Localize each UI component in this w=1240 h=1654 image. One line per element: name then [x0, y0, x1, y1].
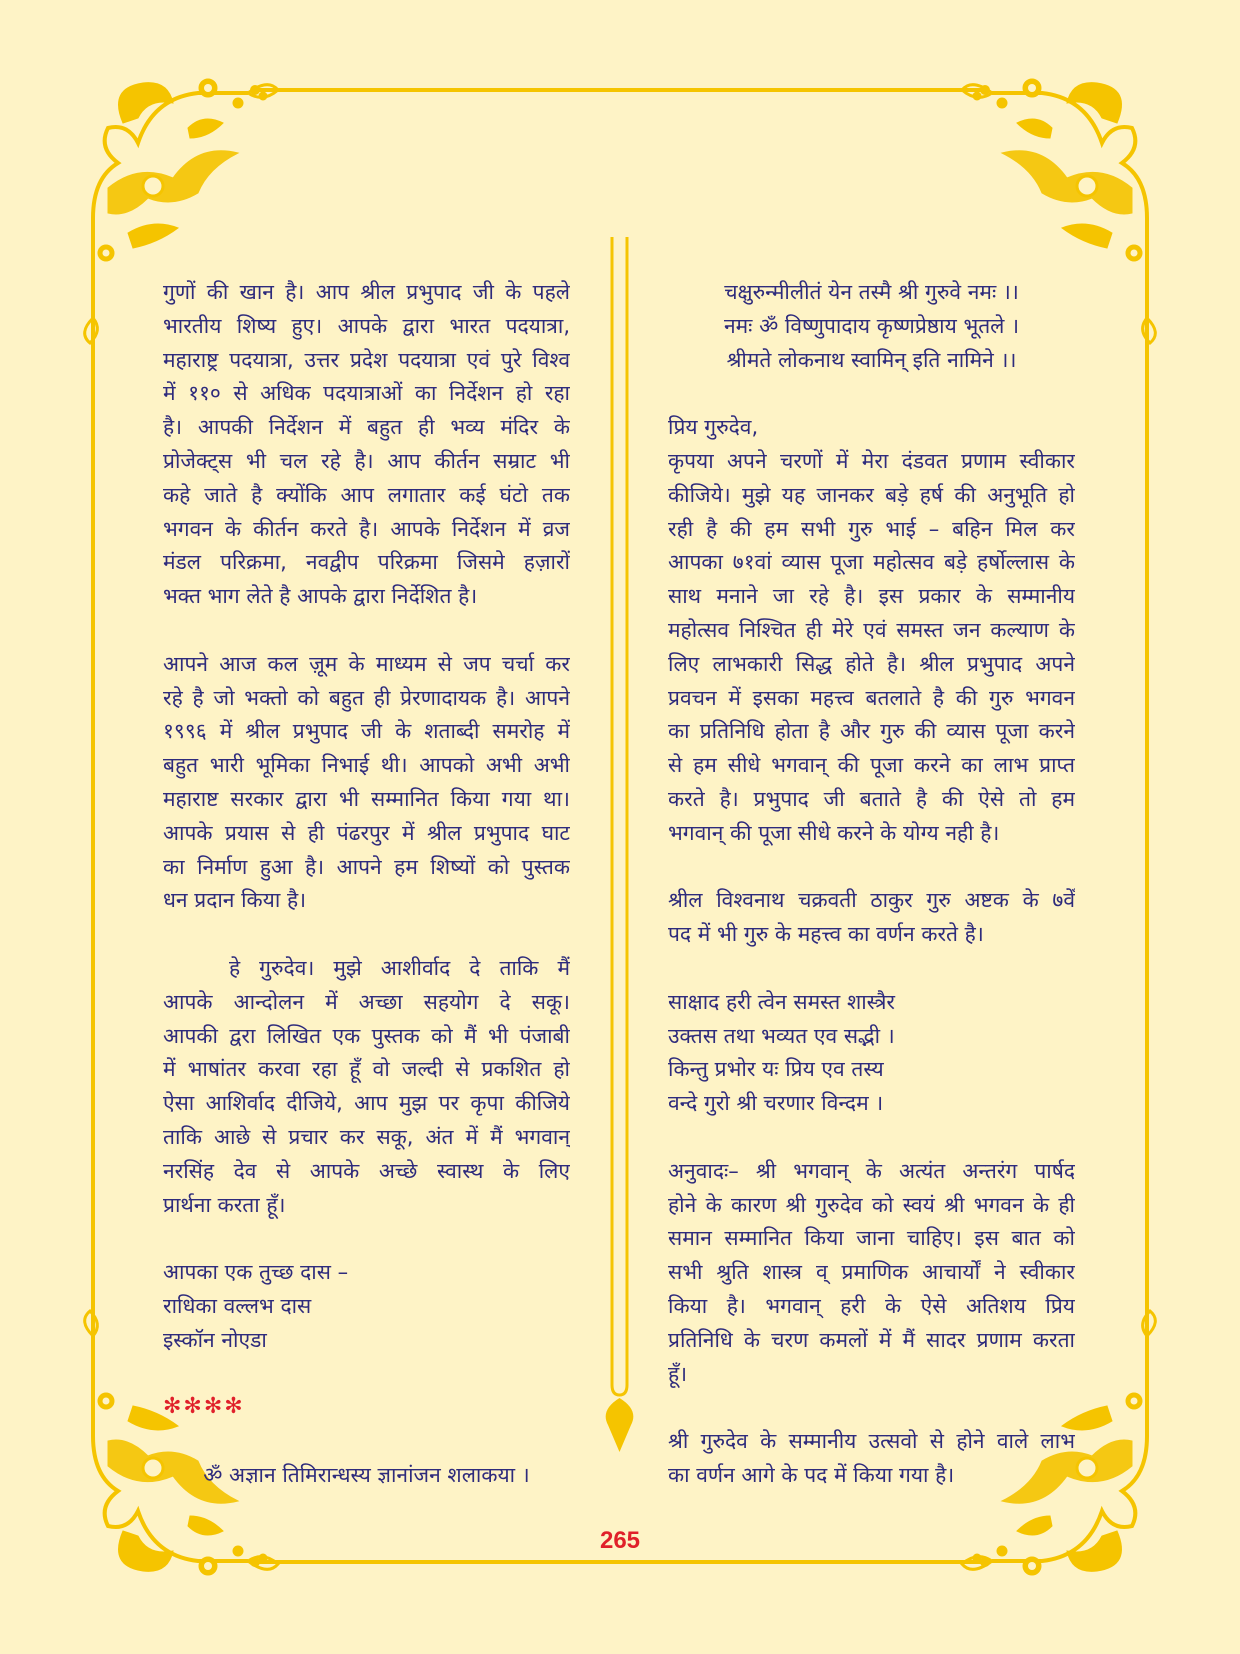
- verse-line: किन्तु प्रभोर यः प्रिय एव तस्य: [668, 1057, 884, 1082]
- page-number: 265: [599, 1527, 641, 1554]
- paragraph-line: रही है की हम सभी गुरु भाई – बहिन मिल कर: [668, 516, 1075, 541]
- paragraph-line: आपकी द्वरा लिखित एक पुस्तक को मैं भी पंजाबी: [163, 1023, 570, 1048]
- section-divider-stars: ✻✻✻✻: [163, 1394, 245, 1420]
- paragraph-line: लिए लाभकारी सिद्ध होते है। श्रील प्रभुपाद अपने: [668, 651, 1075, 676]
- paragraph-line: नरसिंह देव से आपके अच्छे स्वास्थ के लिए: [163, 1158, 570, 1183]
- greeting-line: प्रिय गुरुदेव,: [668, 415, 759, 440]
- paragraph-line: आपके प्रयास से ही पंढरपुर में श्रील प्रभुपाद घाट: [163, 820, 570, 845]
- paragraph-line: का प्रतिनिधि होता है और गुरु की व्यास पूजा करने: [668, 719, 1075, 744]
- paragraph-line: महाराष्ट्र पदयात्रा, उत्तर प्रदेश पदयात्रा एवं पुरे विश्व: [163, 347, 570, 372]
- paragraph-line: का वर्णन आगे के पद में किया गया है।: [668, 1463, 955, 1487]
- shloka-line: नमः ॐ विष्णुपादाय कृष्णप्रेष्ठाय भूतले ।: [723, 313, 1020, 338]
- paragraph-line: साथ मनाने जा रहे है। इस प्रकार के सम्मानीय: [668, 584, 1075, 609]
- paragraph-line: में ११० से अधिक पदयात्राओं का निर्देशन हो रहा: [163, 381, 570, 406]
- paragraph-line: भक्त भाग लेते है आपके द्वारा निर्देशित है।: [163, 584, 478, 609]
- paragraph-line: कीजिये। मुझे यह जानकर बड़े हर्ष की अनुभूति हो: [668, 482, 1075, 507]
- paragraph-line: महाराष्ट सरकार द्वारा भी सम्मानित किया गया था।: [163, 787, 570, 811]
- paragraph-line: प्रवचन में इसका महत्त्व बतलाते है की गुरु भगवन: [668, 685, 1075, 710]
- signature-line: इस्कॉन नोएडा: [163, 1327, 267, 1352]
- paragraph-line: प्रार्थना करता हूँ।: [163, 1192, 286, 1217]
- paragraph-line: श्री गुरुदेव के सम्मानीय उत्सवो से होने वाले लाभ: [668, 1429, 1075, 1454]
- shloka-line: श्रीमते लोकनाथ स्वामिन् इति नामिने ।।: [726, 347, 1017, 372]
- paragraph-line: भारतीय शिष्य हुए। आपके द्वारा भारत पदयात्रा,: [163, 313, 570, 338]
- invocation-verse-line: ॐ अज्ञान तिमिरान्धस्य ज्ञानांजन शलाकया ।: [203, 1463, 530, 1487]
- paragraph-line: का निर्माण हुआ है। आपने हम शिष्यों को पुस्तक: [163, 854, 570, 879]
- translation-line: सभी श्रुति शास्त्र व् प्रमाणिक आचार्यों ने स्वीकार: [668, 1260, 1075, 1285]
- paragraph-line: १९९६ में श्रील प्रभुपाद जी के शताब्दी समरोह में: [163, 719, 570, 744]
- paragraph-line: धन प्रदान किया है।: [163, 888, 307, 913]
- verse-line: उक्तस तथा भव्यत एव सद्भी ।: [668, 1023, 895, 1048]
- translation-line: प्रतिनिधि के चरण कमलों में मैं सादर प्रणाम करता: [668, 1327, 1075, 1352]
- paragraph-line: हे गुरुदेव। मुझे आशीर्वाद दे ताकि मैं: [229, 956, 570, 980]
- translation-line: हूँ।: [668, 1361, 688, 1386]
- signature-line: आपका एक तुच्छ दास –: [163, 1260, 349, 1285]
- paragraph-line: प्रोजेक्ट्स भी चल रहे है। आप कीर्तन सम्राट भी: [163, 449, 570, 473]
- paragraph-line: करते है। प्रभुपाद जी बताते है की ऐसे तो हम: [668, 787, 1075, 811]
- paragraph-line: कृपया अपने चरणों में मेरा दंडवत प्रणाम स्वीकार: [668, 449, 1075, 473]
- translation-line: समान सम्मानित किया जाना चाहिए। इस बात को: [668, 1226, 1075, 1251]
- paragraph-line: बहुत भारी भूमिका निभाई थी। आपको अभी अभी: [163, 753, 570, 778]
- paragraph-line: गुणों की खान है। आप श्रील प्रभुपाद जी के पहले: [163, 280, 570, 304]
- paragraph-line: है। आपकी निर्देशन में बहुत ही भव्य मंदिर के: [163, 415, 570, 440]
- paragraph-line: पद में भी गुरु के महत्त्व का वर्णन करते है।: [668, 922, 984, 947]
- paragraph-line: से हम सीधे भगवान् की पूजा करने का लाभ प्राप्त: [668, 753, 1075, 778]
- translation-line: किया है। भगवान् हरी के ऐसे अतिशय प्रिय: [668, 1294, 1075, 1318]
- translation-line: अनुवादः– श्री भगवान् के अत्यंत अन्तरंग पार्षद: [668, 1158, 1075, 1183]
- paragraph-line: मंडल परिक्रमा, नवद्वीप परिक्रमा जिसमे हज़ारों: [163, 550, 570, 575]
- paragraph-line: भगवान् की पूजा सीधे करने के योग्य नही है।: [668, 820, 1000, 845]
- paragraph-line: में भाषांतर करवा रहा हूँ वो जल्दी से प्रकशित हो: [163, 1057, 570, 1082]
- translation-line: होने के कारण श्री गुरुदेव को स्वयं श्री भगवन के ही: [668, 1192, 1075, 1217]
- paragraph-line: आपके आन्दोलन में अच्छा सहयोग दे सकू।: [163, 989, 570, 1014]
- paragraph-line: महोत्सव निश्चित ही मेरे एवं समस्त जन कल्याण के: [668, 618, 1075, 642]
- verse-line: वन्दे गुरो श्री चरणार विन्दम ।: [668, 1091, 884, 1116]
- verse-line: साक्षाद हरी त्वेन समस्त शास्त्रैर: [668, 989, 896, 1014]
- paragraph-line: श्रील विश्वनाथ चक्रवती ठाकुर गुरु अष्टक के ७वेँ: [668, 888, 1075, 913]
- paragraph-line: आपने आज कल ज़ूम के माध्यम से जप चर्चा कर: [163, 651, 570, 676]
- paragraph-line: आपका ७१वां व्यास पूजा महोत्सव बड़े हर्षोल्लास के: [668, 550, 1075, 575]
- paragraph-line: रहे है जो भक्तो को बहुत ही प्रेरणादायक है। आपने: [163, 685, 570, 710]
- paragraph-line: कहे जाते है क्योंकि आप लगातार कई घंटो तक: [163, 482, 570, 507]
- signature-line: राधिका वल्लभ दास: [163, 1294, 312, 1318]
- paragraph-line: ताकि आछे से प्रचार कर सकू, अंत में मैं भगवान्: [163, 1125, 570, 1149]
- paragraph-line: ऐसा आशिर्वाद दीजिये, आप मुझ पर कृपा कीजिये: [163, 1091, 570, 1116]
- shloka-line: चक्षुरुन्मीलीतं येन तस्मै श्री गुरुवे नमः ।।: [724, 280, 1019, 304]
- paragraph-line: भगवन के कीर्तन करते है। आपके निर्देशन में व्रज: [163, 516, 570, 541]
- center-divider: [606, 237, 634, 1452]
